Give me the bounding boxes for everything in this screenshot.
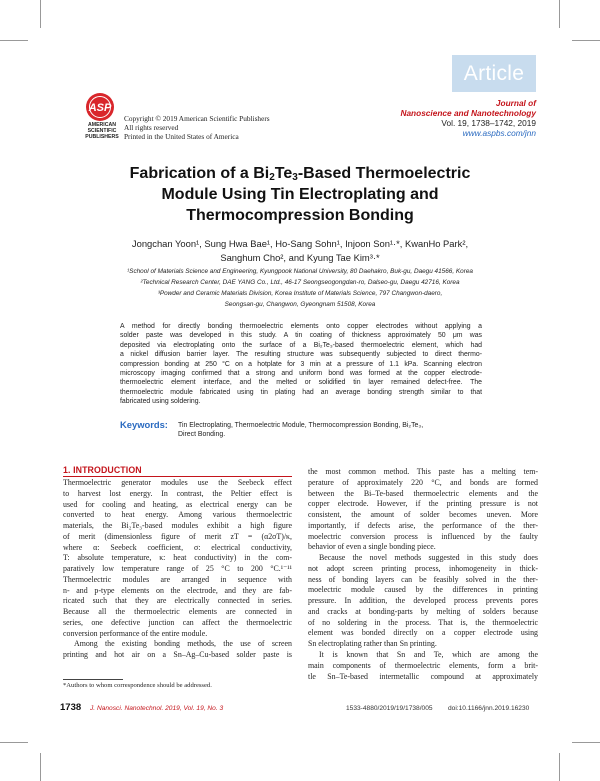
body-line: the most common method. This paste has a melting tem-: [308, 467, 538, 476]
body-line: paratively low temperature range of 25 °C to 200 °C.¹⁻¹¹: [63, 564, 292, 574]
logo-letters: ASP: [88, 102, 112, 114]
crop-mark: [572, 742, 600, 743]
crop-mark: [40, 0, 41, 28]
abstract: [120, 322, 482, 407]
body-line: pressure. In addition, the developed process prevents pores: [308, 596, 538, 606]
body-line: conversion performance of the entire module.: [63, 628, 208, 638]
body-line: copper electrode. However, if the printing pressure is not: [308, 499, 538, 509]
abstract-line: A method for directly bonding thermoelectric elements onto copper electrodes without applying a: [120, 323, 482, 330]
body-line: It is known that Sn and Te, which are among the: [319, 650, 538, 660]
body-line: printing and hot air on a Sn–Ag–Cu-based solder paste is: [63, 650, 292, 660]
keywords-label: Keywords:: [120, 419, 168, 430]
volume-info: Vol. 19, 1738–1742, 2019: [441, 118, 536, 128]
crop-mark: [559, 753, 560, 781]
footer-issn: 1533-4880/2019/19/1738/005: [346, 705, 433, 712]
body-line: behavior of even a single bonding piece.: [308, 542, 436, 552]
body-line: element was bonded directly on a copper electrode using: [308, 628, 538, 638]
body-line: perature of approximately 220 °C, and bonds are formed: [308, 477, 538, 487]
body-line: consistent, the amount of solder becomes uneven. More: [308, 510, 538, 520]
journal-name-line1: Journal of: [495, 98, 536, 108]
footnote-rule: [63, 679, 123, 680]
body-line: materials, the Bi₂Te₃-based modules exhibit a high figure: [63, 521, 292, 531]
logo-text-line: AMERICAN: [88, 122, 116, 128]
body-line: used for cooling and heating, as electrical energy can be: [63, 499, 292, 509]
article-type-tab: Article: [452, 55, 536, 92]
journal-website-link[interactable]: www.aspbs.com/jnn: [462, 128, 536, 138]
body-line: moelectric conversion process is influenced by the faulty: [308, 531, 538, 541]
body-line: importantly, if defects arise, the performance of the ther-: [308, 520, 538, 530]
printed-line: Printed in the United States of America: [124, 132, 239, 141]
abstract-line: solder paste was developed in this study. A tin coating of thickness approximately 50 μm was: [120, 332, 482, 340]
abstract-line: a nickel diffusion barrier layer. The resulting structure was subsequently subjected to direct thermo-: [120, 351, 482, 359]
affiliation: ³Powder and Ceramic Materials Division, Korea Institute of Materials Science, 797 Changwon-daero,: [157, 290, 443, 297]
body-line: and cracks at bonding-parts by melting of solders because: [308, 606, 538, 616]
body-line: T: absolute temperature, κ: heat conductivity) in the com-: [63, 553, 292, 563]
body-column-right: [308, 467, 538, 682]
logo-text-line: SCIENTIFIC: [87, 128, 117, 134]
logo-text-line: PUBLISHERS: [85, 134, 119, 140]
body-line: Because all the thermoelectric elements are connected in: [63, 607, 292, 617]
crop-mark: [0, 742, 28, 743]
body-line: of no soldering in the process. That is, the thermoelectric: [308, 617, 538, 627]
correspondence-footnote: *Authors to whom correspondence should be addressed.: [63, 682, 212, 689]
keywords-list: Tin Electroplating, Thermoelectric Module, Thermocompression Bonding, Bi₂Te₃, Direct Bonding.: [178, 422, 424, 439]
authors-line: Sanghum Cho², and Kyung Tae Kim³·*: [220, 252, 380, 263]
body-line: Because the novel methods suggested in this study does: [319, 553, 538, 563]
body-line: tle Sn–Te-based intermetallic compound at approximately: [308, 671, 538, 681]
body-line: converted to heat energy. Among various thermoelectric: [63, 510, 292, 520]
body-line: where α: Seebeck coefficient, σ: electrical conductivity,: [63, 542, 292, 552]
paper-title: Fabrication of a $Bi_2Te_3$-Based Thermoelectric Module Using Tin Electroplating and Thermocompression Bonding: [129, 165, 471, 224]
abstract-line: microscopy imaging confirmed that a strong and uniform bond was formed at the copper electrode-: [120, 370, 482, 378]
affiliation: ¹School of Materials Science and Engineering, Kyungpook National University, 80 Daehakro, Buk-gu, Daegu 41566, Korea: [127, 268, 473, 275]
abstract-line: thermoelectric element interface, and the melted or solidified tin layer remained defect-free. The: [120, 379, 482, 387]
copyright-line: Copyright © 2019 American Scientific Publishers: [124, 114, 270, 123]
body-line: main components of thermoelectric elements, form a brit-: [308, 660, 538, 670]
rights-line: All rights reserved: [124, 123, 179, 132]
body-line: ness of bonding layers can be feasibly solved in the ther-: [308, 574, 538, 584]
crop-mark: [40, 753, 41, 781]
body-line: series, one defective junction can affect the thermoelectric: [63, 617, 292, 627]
abstract-line: compression bonding at 250 °C on a hotplate for 3 min at a pressure of 1.1 kPa. Scanning electron: [120, 360, 482, 368]
body-column-left: [63, 478, 292, 661]
body-line: to harvest lost energy. In contrast, the Peltier effect is: [63, 488, 292, 498]
crop-mark: [0, 40, 28, 41]
crop-mark: [559, 0, 560, 28]
body-line: Among the existing bonding methods, the use of screen: [74, 639, 292, 649]
body-line: Thermoelectric modules are arranged in sequence with: [63, 574, 292, 584]
crop-mark: [572, 40, 600, 41]
abstract-line: deposited via electroplating onto the surface of a Bi₂Te₃-based thermoelectric element, which had: [120, 341, 482, 349]
section-heading: 1. INTRODUCTION: [63, 465, 142, 475]
body-line: of merit (dimensionless figure of merit zT = (α2σT)/κ,: [63, 531, 292, 541]
authors-line: Jongchan Yoon¹, Sung Hwa Bae¹, Ho-Sang Sohn¹, Injoon Son¹·*, KwanHo Park²,: [131, 238, 469, 249]
body-line: between the Bi–Te-based thermoelectric elements and the: [308, 488, 538, 498]
abstract-line: fabricated using soldering.: [120, 398, 201, 406]
footer-journal-citation: J. Nanosci. Nanotechnol. 2019, Vol. 19, No. 3: [90, 705, 224, 712]
body-line: not adopt screen printing process, inhomogeneity in thick-: [308, 563, 538, 573]
body-line: ricated such that they are electrically connected in series.: [63, 596, 292, 606]
affiliation: Seongsan-gu, Changwon, Gyeongnam 51508, Korea: [224, 301, 376, 308]
section-rule: [63, 476, 292, 477]
journal-name-line2: Nanoscience and Nanotechnology: [400, 108, 536, 118]
affiliation: ²Technical Research Center, DAE YANG Co., Ltd., 46-17 Seongseogongdan-ro, Dalseo-gu, Daegu 42716, Korea: [140, 279, 460, 286]
body-line: moelectric module caused by the differences in printing: [308, 585, 538, 595]
body-line: Sn electroplating rather than Sn printing.: [308, 639, 437, 649]
body-line: Thermoelectric generator modules use the Seebeck effect: [63, 478, 292, 487]
footer-doi: doi:10.1166/jnn.2019.16230: [448, 705, 530, 712]
body-line: n- and p-type elements on the electrode, and they are fab-: [63, 585, 292, 595]
abstract-line: thermoelectric module fabricated using tin plating had an average bonding strength similar to that: [120, 388, 482, 396]
page-number: 1738: [60, 702, 82, 713]
